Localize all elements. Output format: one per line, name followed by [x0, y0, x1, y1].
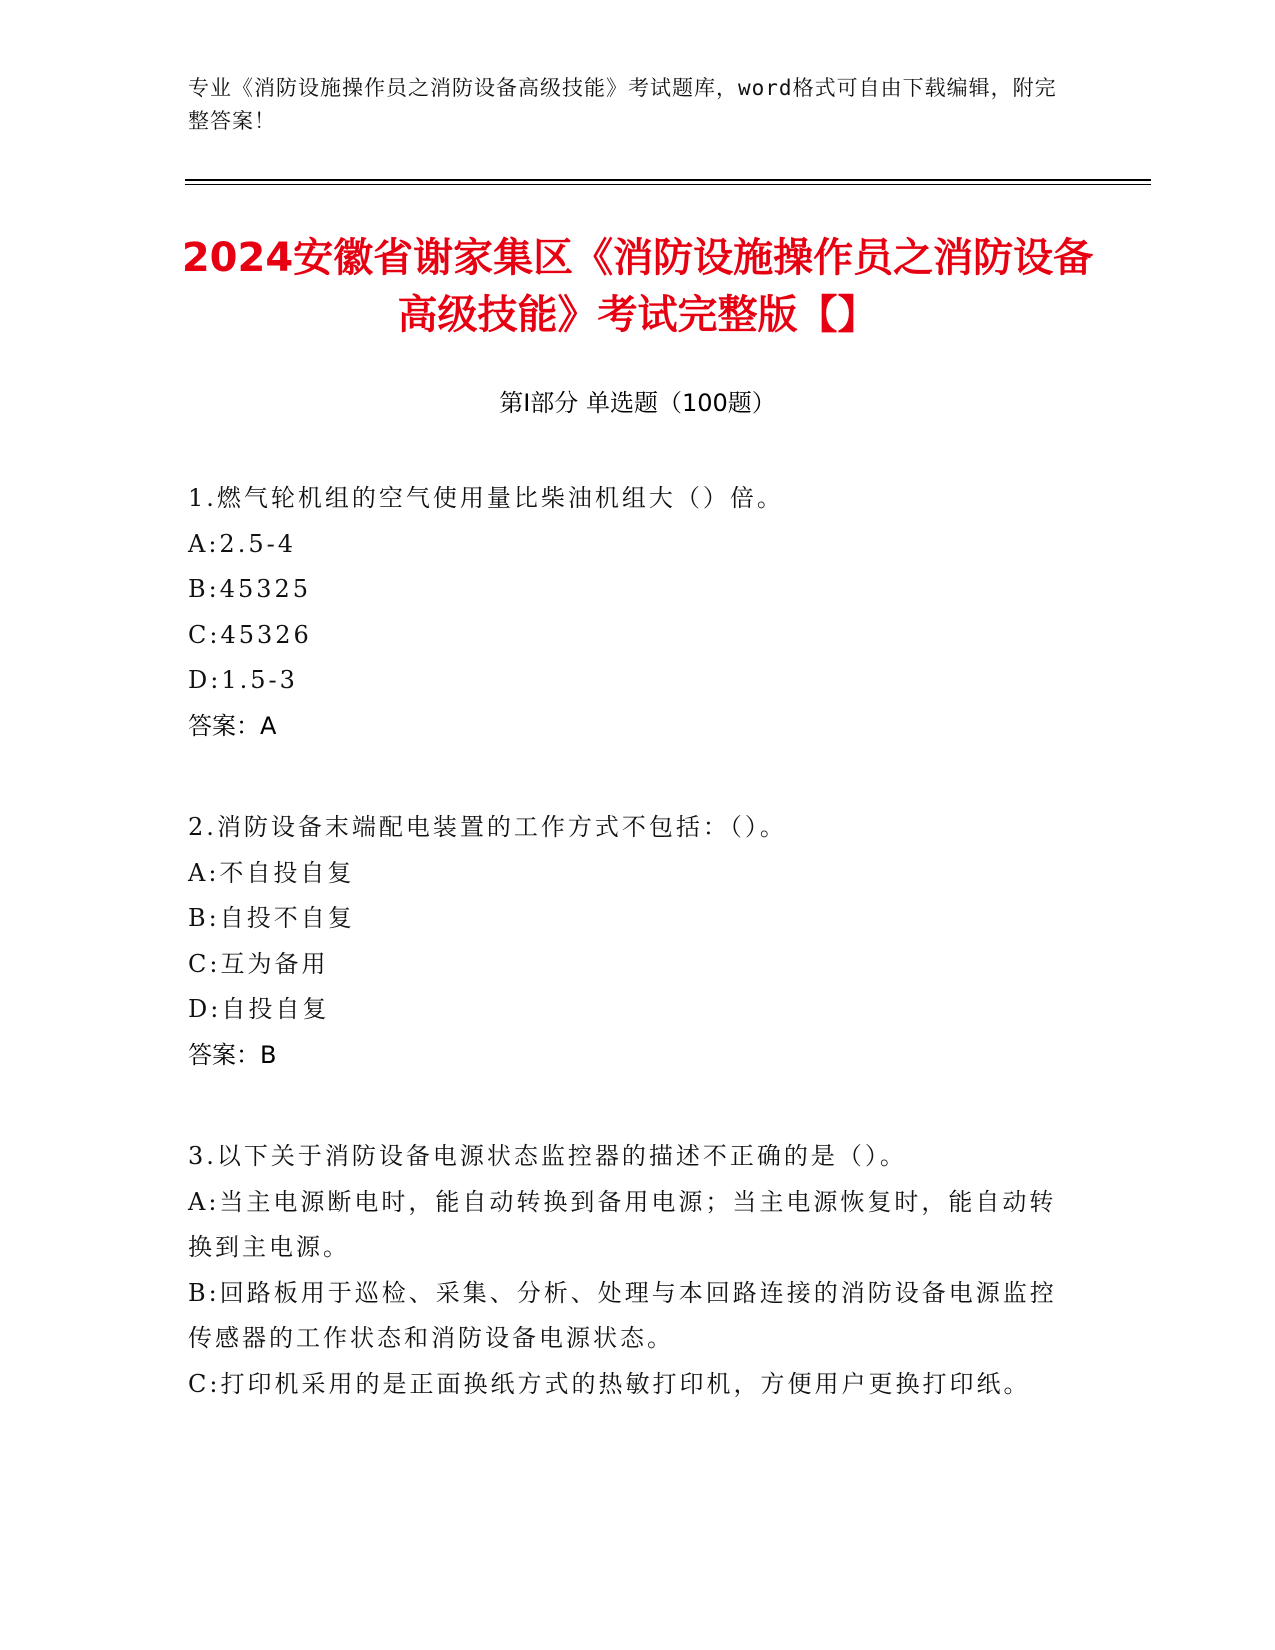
- option-c: C:互为备用: [188, 949, 329, 978]
- question-2: [188, 805, 1078, 1078]
- question-list: [188, 476, 1078, 1463]
- option-b: B:自投不自复: [188, 904, 355, 932]
- option-a: A:当主电源断电时，能自动转换到备用电源；当主电源恢复时，能自动转换到主电源。: [188, 1187, 1057, 1261]
- option-d: D:1.5-3: [188, 666, 298, 694]
- option-a: A:不自投自复: [188, 858, 355, 887]
- header-divider-thick: [185, 179, 1151, 181]
- option-c: C:45326: [188, 620, 312, 649]
- question-stem: 2.消防设备末端配电装置的工作方式不包括：（）。: [188, 813, 787, 841]
- section-heading: 第Ⅰ部分 单选题（100题）: [499, 389, 776, 417]
- question-1: [188, 476, 1078, 749]
- question-stem: 1.燃气轮机组的空气使用量比柴油机组大（）倍。: [188, 484, 784, 512]
- question-stem: 3.以下关于消防设备电源状态监控器的描述不正确的是（）。: [188, 1142, 907, 1170]
- option-b: B:回路板用于巡检、采集、分析、处理与本回路连接的消防设备电源监控传感器的工作状态和消防设备电源状态。: [188, 1278, 1057, 1352]
- question-3: [188, 1134, 1078, 1407]
- option-b: B:45325: [188, 575, 312, 603]
- document-title: 2024安徽省谢家集区《消防设施操作员之消防设备高级技能》考试完整版【】: [181, 235, 1094, 338]
- header-note: 专业《消防设施操作员之消防设备高级技能》考试题库，word格式可自由下载编辑，附完整答案！: [188, 76, 1057, 133]
- answer: 答案：A: [188, 711, 277, 740]
- option-a: A:2.5-4: [188, 529, 296, 558]
- answer: 答案：B: [188, 1040, 277, 1069]
- header-divider-thin: [185, 184, 1151, 185]
- option-d: D:自投自复: [188, 995, 330, 1023]
- option-c: C:打印机采用的是正面换纸方式的热敏打印机，方便用户更换打印纸。: [188, 1369, 1031, 1398]
